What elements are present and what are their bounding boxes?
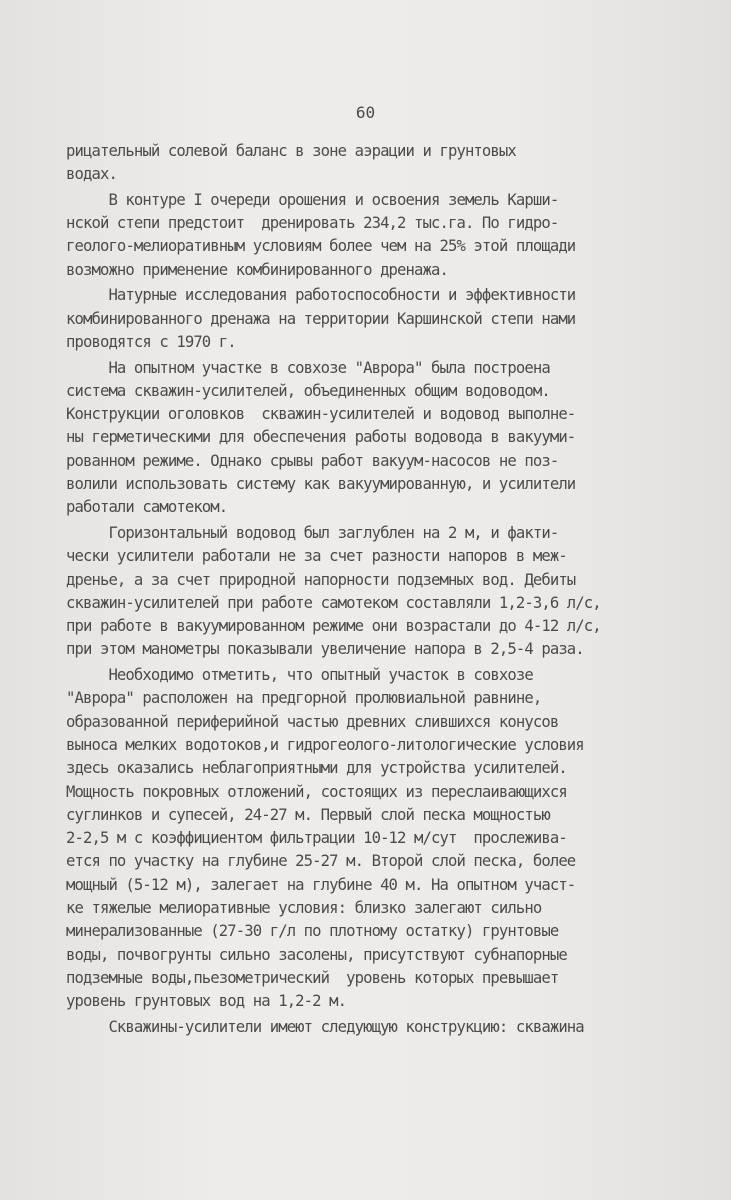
text-line: образованной периферийной частью древних слившихся конусов [66, 712, 559, 731]
text-line: работали самотеком. [66, 498, 228, 517]
text-line: при работе в вакуумированном режиме они возрастали до 4-12 л/с, [66, 617, 601, 636]
text-line: Натурные исследования работоспособности и эффективности [66, 286, 576, 305]
text-line: минерализованные (27-30 г/л по плотному остатку) грунтовые [66, 922, 559, 941]
text-line: мощный (5-12 м), залегает на глубине 40 м. На опытном участ- [66, 875, 576, 894]
text-line: нской степи предстоит дренировать 234,2 тыс.га. По гидро- [66, 214, 559, 233]
text-line: водах. [66, 165, 117, 184]
text-line: при этом манометры показывали увеличение напора в 2,5-4 раза. [66, 640, 584, 659]
text-line: волили использовать систему как вакуумированную, и усилители [66, 475, 576, 494]
text-line: "Аврора" расположен на предгорной пролювиальной равнине, [66, 689, 542, 708]
text-line: В контуре I очереди орошения и освоения земель Карши- [66, 190, 559, 209]
text-line: Конструкции оголовков скважин-усилителей и водовод выполне- [66, 405, 576, 424]
text-line: здесь оказались неблагоприятными для устройства усилителей. [66, 759, 567, 778]
text-line: комбинированного дренажа на территории Каршинской степи нами [66, 309, 576, 328]
text-line: скважин-усилителей при работе самотеком составляли 1,2-3,6 л/с, [66, 593, 601, 612]
body-text [66, 140, 706, 1039]
text-line: На опытном участке в совхозе "Аврора" была построена [66, 358, 550, 377]
text-line: геолого-мелиоративным условиям более чем на 25% этой площади [66, 237, 576, 256]
text-line: ке тяжелые мелиоративные условия: близко залегают сильно [66, 898, 542, 917]
text-line: воды, почвогрунты сильно засолены, присутствуют субнапорные [66, 945, 567, 964]
text-line: Мощность покровных отложений, состоящих из переслаивающихся [66, 782, 567, 801]
text-line: уровень грунтовых вод на 1,2-2 м. [66, 992, 347, 1011]
text-line: Необходимо отметить, что опытный участок в совхозе [66, 666, 533, 685]
text-line: система скважин-усилителей, объединенных общим водоводом. [66, 381, 550, 400]
text-line: выноса мелких водотоков,и гидрогеолого-литологические условия [66, 735, 584, 754]
text-line: рицательный солевой баланс в зоне аэрации и грунтовых [66, 142, 516, 160]
text-line: Горизонтальный водовод был заглублен на 2 м, и факти- [66, 523, 559, 542]
text-line: ны герметическими для обеспечения работы водовода в вакууми- [66, 428, 576, 447]
text-line: чески усилители работали не за счет разности напоров в меж- [66, 547, 567, 566]
text-line: 2-2,5 м с коэффициентом фильтрации 10-12 м/сут прослежива- [66, 829, 567, 848]
text-line: подземные воды,пьезометрический уровень которых превышает [66, 968, 559, 987]
text-line: Скважины-усилители имеют следующую конструкцию: скважина [66, 1017, 584, 1036]
text-line: ется по участку на глубине 25-27 м. Второй слой песка, более [66, 852, 576, 871]
text-line: дренье, а за счет природной напорности подземных вод. Дебиты [66, 570, 576, 589]
text-line: рованном режиме. Однако срывы работ вакуум-насосов не поз- [66, 451, 559, 470]
text-line: возможно применение комбинированного дренажа. [66, 260, 448, 279]
page-number: 60 [355, 103, 376, 122]
text-line: суглинков и супесей, 24-27 м. Первый слой песка мощностью [66, 805, 550, 824]
text-line: проводятся с 1970 г. [66, 332, 236, 351]
